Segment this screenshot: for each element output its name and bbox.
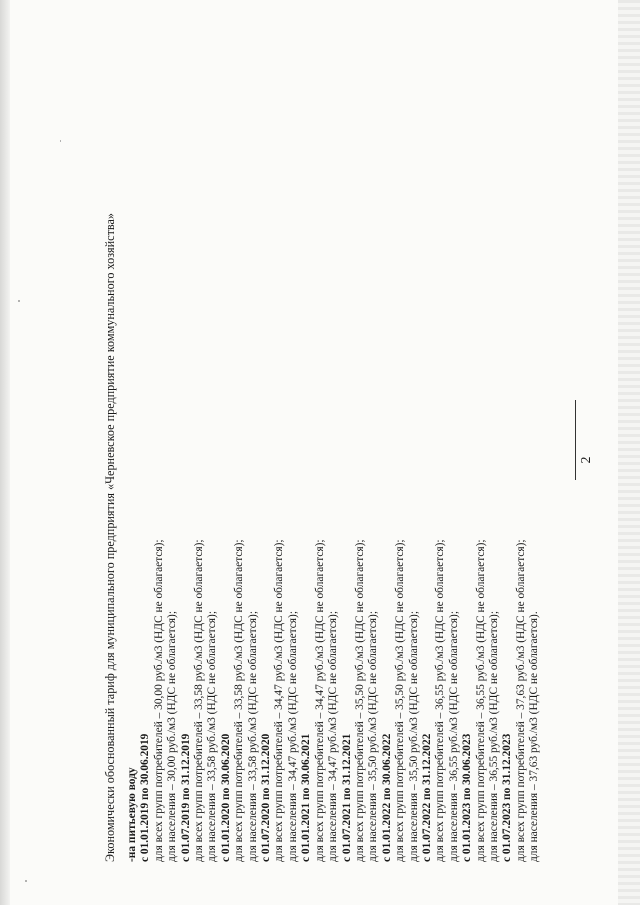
tariff-all-consumers: для всех групп потребителей – 30,00 руб./м3 (НДС не облагается);	[152, 539, 165, 862]
scan-speck	[25, 880, 27, 882]
tariff-all-consumers: для всех групп потребителей – 33,58 руб./м3 (НДС не облагается);	[233, 539, 246, 862]
tariff-text-block	[103, 102, 542, 862]
period-block	[421, 102, 461, 862]
tariff-all-consumers: для всех групп потребителей – 35,50 руб./м3 (НДС не облагается);	[353, 539, 366, 862]
period-block	[300, 102, 340, 862]
tariff-all-consumers: для всех групп потребителей – 35,50 руб./м3 (НДС не облагается);	[394, 539, 407, 862]
period-title: с 01.07.2023 по 31.12.2023	[501, 733, 514, 862]
period-title: с 01.01.2021 по 30.06.2021	[300, 733, 313, 862]
tariff-all-consumers: для всех групп потребителей – 33,58 руб./м3 (НДС не облагается);	[193, 539, 206, 862]
period-title: с 01.01.2022 по 30.06.2022	[380, 733, 393, 862]
margin-line	[575, 400, 576, 480]
period-title: с 01.01.2020 по 30.06.2020	[219, 733, 232, 862]
tariff-population: для населения – 35,50 руб./м3 (НДС не облагается);	[367, 611, 380, 862]
scan-shadow-right	[618, 0, 640, 905]
period-block	[381, 102, 421, 862]
period-title: с 01.07.2022 по 31.12.2022	[420, 733, 433, 862]
tariff-all-consumers: для всех групп потребителей – 34,47 руб./м3 (НДС не облагается);	[313, 539, 326, 862]
period-block	[341, 102, 381, 862]
scan-speck	[60, 140, 61, 142]
document-heading: Экономически обоснованный тариф для муниципального предприятия «Черневское предприятие коммунального хозяйства»	[103, 212, 117, 862]
period-block	[139, 102, 179, 862]
tariff-population: для населения – 34,47 руб./м3 (НДС не облагается);	[286, 611, 299, 862]
tariff-population: для населения – 33,58 руб./м3 (НДС не облагается);	[246, 611, 259, 862]
period-block	[220, 102, 260, 862]
tariff-population: для населения – 36,55 руб./м3 (НДС не облагается);	[447, 611, 460, 862]
tariff-population: для населения – 36,55 руб./м3 (НДС не облагается);	[487, 611, 500, 862]
tariff-population: для населения – 35,50 руб./м3 (НДС не облагается);	[407, 611, 420, 862]
tariff-all-consumers: для всех групп потребителей – 34,47 руб./м3 (НДС не облагается);	[273, 539, 286, 862]
tariff-all-consumers: для всех групп потребителей – 36,55 руб./м3 (НДС не облагается);	[474, 539, 487, 862]
scan-speck	[18, 300, 20, 302]
tariff-population: для населения – 34,47 руб./м3 (НДС не облагается);	[327, 611, 340, 862]
period-block	[501, 102, 541, 862]
page-number: 2	[579, 456, 594, 464]
tariff-population: для населения – 33,58 руб./м3 (НДС не облагается);	[206, 611, 219, 862]
tariff-population: для населения – 30,00 руб./м3 (НДС не облагается);	[166, 611, 179, 862]
scan-shadow-left	[0, 0, 10, 905]
period-block	[180, 102, 220, 862]
period-block	[461, 102, 501, 862]
period-title: с 01.07.2019 по 31.12.2019	[179, 733, 192, 862]
tariff-all-consumers: для всех групп потребителей – 37,63 руб./м3 (НДС не облагается);	[514, 539, 527, 862]
period-title: с 01.07.2020 по 31.12.2020	[260, 733, 273, 862]
period-title: с 01.01.2023 по 30.06.2023	[461, 733, 474, 862]
period-title: с 01.07.2021 по 31.12.2021	[340, 733, 353, 862]
period-block	[260, 102, 300, 862]
tariff-all-consumers: для всех групп потребителей – 36,55 руб./м3 (НДС не облагается);	[434, 539, 447, 862]
period-title: с 01.01.2019 по 30.06.2019	[139, 733, 152, 862]
section-title: -на питьевую воду	[126, 767, 138, 862]
tariff-population: для населения – 37,63 руб./м3 (НДС не облагается).	[528, 611, 541, 862]
